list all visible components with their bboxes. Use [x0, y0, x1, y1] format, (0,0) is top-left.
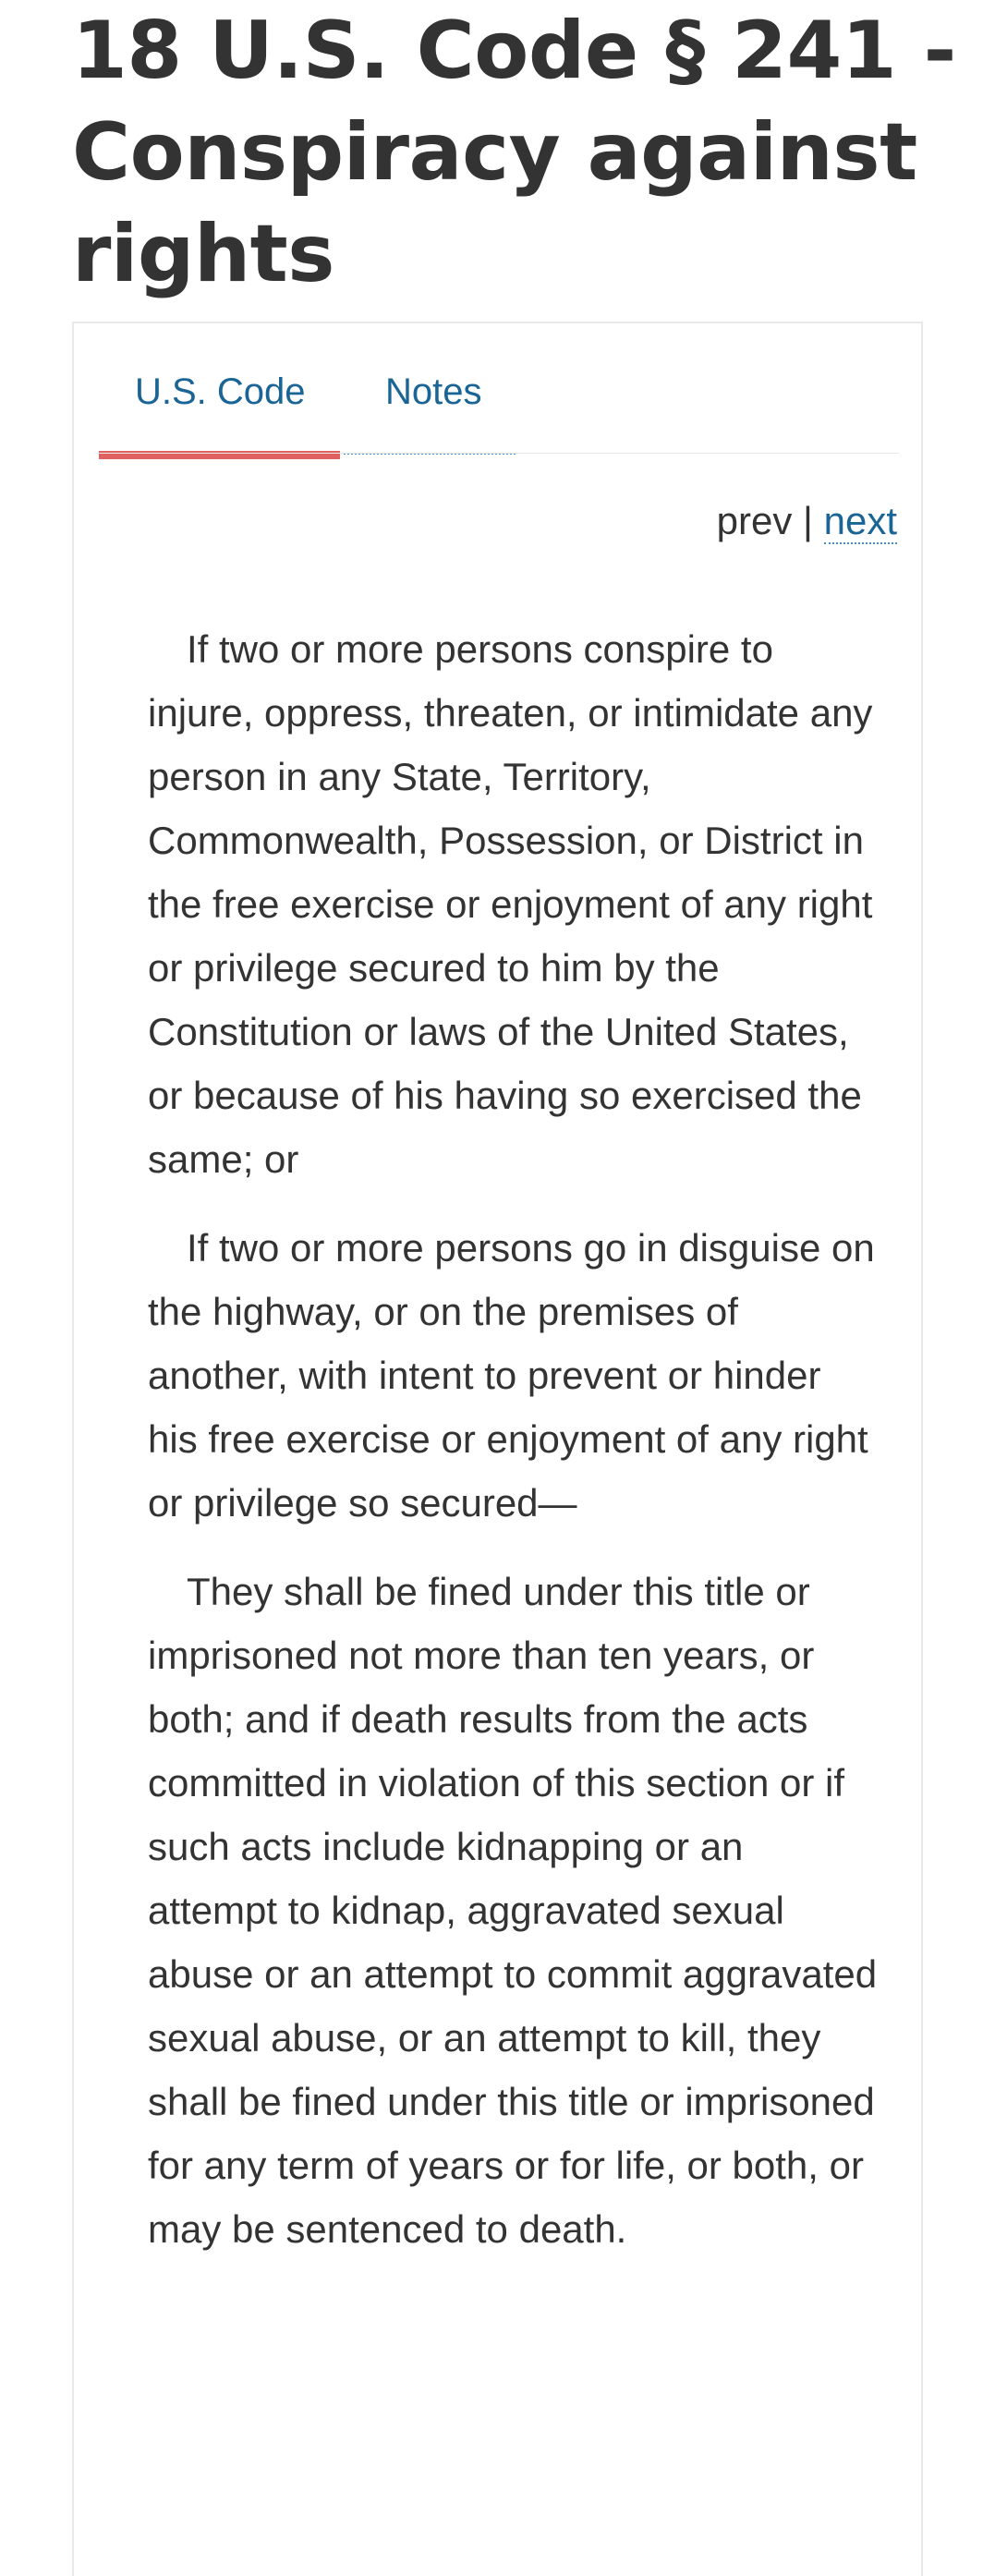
pager-separator: |: [792, 499, 824, 542]
section-pager: [717, 497, 897, 545]
statute-paragraph: If two or more persons conspire to injure, oppress, threaten, or intimidate any person in any State, Territory, Commonwealth, Possession, or District in the free exercise or enjoyment of any right or privilege secured to him by the Constitution or laws of the United States, or because of his having so exercised the same; or: [148, 627, 873, 1181]
tab-us-code[interactable]: U.S. Code: [135, 371, 306, 412]
page-title: 18 U.S. Code § 241 - Conspiracy against rights: [72, 5, 956, 300]
prev-label: prev: [716, 499, 793, 542]
tabs-divider: [99, 453, 899, 454]
statute-paragraph: They shall be fined under this title or imprisoned not more than ten years, or both; and if death results from the acts committed in violation of this section or if such acts include kidnapping or an attempt to kidnap, aggravated sexual abuse or an attempt to commit aggravated sexual abuse, or an attempt to kill, they shall be fined under this title or imprisoned for any term of years or for life, or both, or may be sentenced to death.: [148, 1570, 878, 2251]
statute-text: [148, 617, 878, 2286]
statute-paragraph: If two or more persons go in disguise on the highway, or on the premises of another, with intent to prevent or hinder his free exercise or enjoyment of any right or privilege so secured—: [148, 1226, 875, 1525]
next-link[interactable]: next: [823, 499, 897, 542]
content-card: [72, 322, 923, 2576]
tab-notes[interactable]: Notes: [385, 371, 482, 412]
